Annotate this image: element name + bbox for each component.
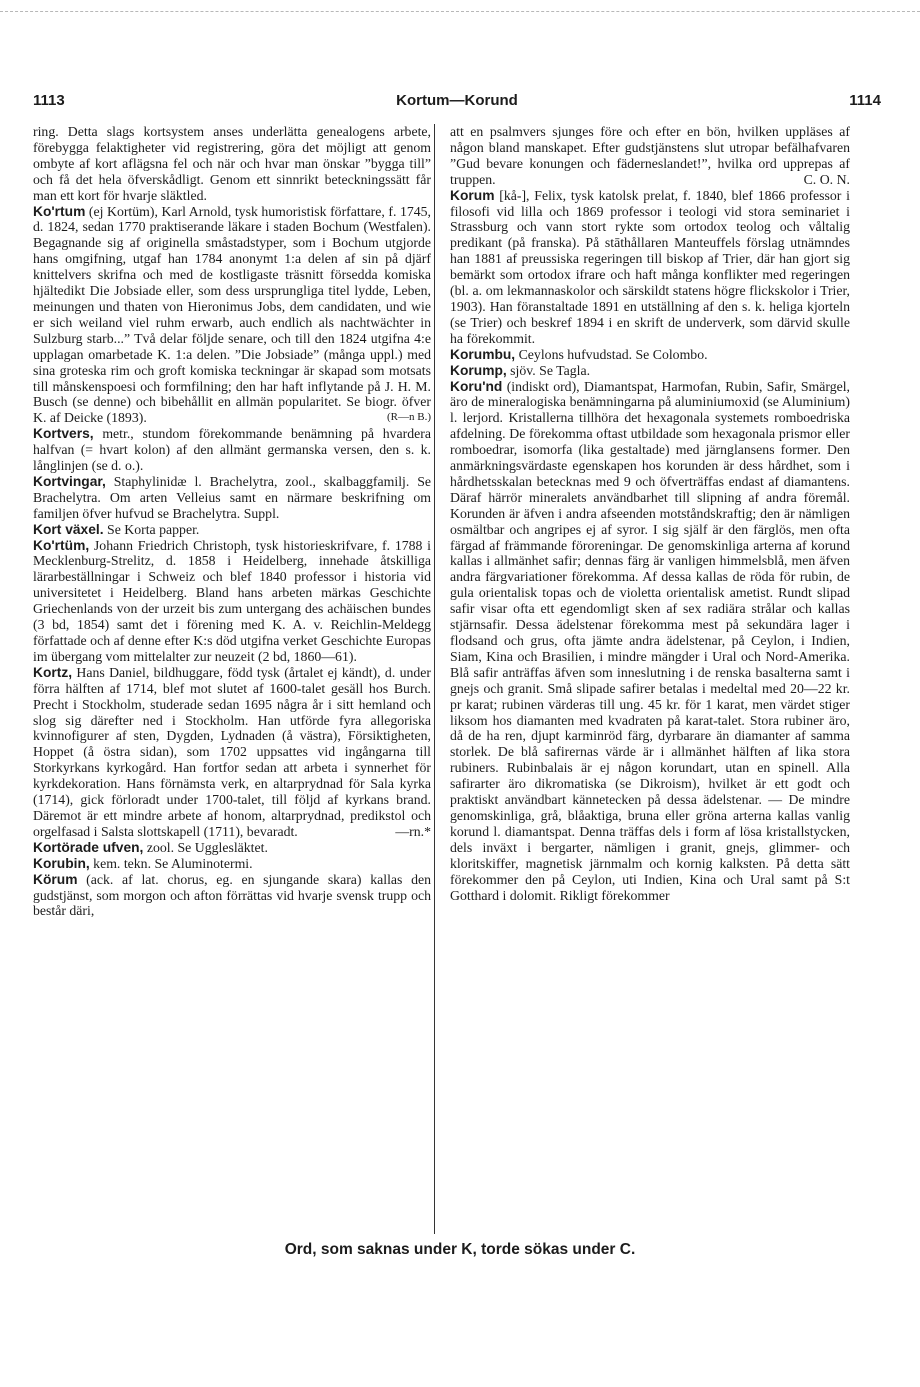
entry-text: Staphylinidæ l. Brachelytra, zool., skalbaggfamilj. Se Brachelytra. Om arten Velleius samt en närmare beskrifning om familjen öfver hufvud se Brachelytra. Suppl. xyxy=(33,473,432,521)
entry-kortvers xyxy=(33,426,431,474)
entry-text: att en psalmvers sjunges före och efter en bön, hvilken uppläses af någon bland manskapet. Efter gudstjänstens slut utropar befälhafvaren ”Gud bevare konungen och fäderneslandet!”, hvilka ord upprepas af truppen. xyxy=(450,124,850,187)
right-column xyxy=(450,124,850,903)
entry-headword: Körum xyxy=(33,871,78,887)
entry-korum-felix xyxy=(450,188,850,347)
entry-text: (indiskt ord), Diamantspat, Harmofan, Rubin, Safir, Smärgel, äro de mineralogiska benämningarna på aluminiumoxid (se Aluminium) l. lerjord. Kristallerna tillhöra det hexagonala systemets romboedriska afdelning. De förekomma oftast utbildade som hexagonala prismor eller romboedrar, isomorfa (lika gestaltade) med järnglansens former. Den anmärkningsvärdaste egenskapen hos korunden är dess hårdhet, som i hårdhetsskalan betecknas med 9 och öfverträffas endast af diamantens. Däraf härrör mineralets användbarhet till slipning af andra föremål. Korunden är äfven i andra afseenden motståndskraftig; den är nämligen osmältbar och angripes ej af syror. I sig själf är den färglös, men ofta färgad af främmande föroreningar. De genomskinliga arterna af korund kallas i allmänhet safir; dennas färg är vanligen himmelsblå, men äfven andra färgvariationer förekomma. Af dessa kallas de röda för rubin, de gula orientalisk topas och de violetta orientalisk ametist. Rundt slipad safir visar ofta ett egendomligt sken af sex radiära strålar och kallas stjärnsafir. Dessa ädelstenar förekomma mest på sekundära lager i flodsand och grus, ofta jämte andra ädelstenar, på Ceylon, i Indien, Siam, Kina och Brasilien, i mindre mängder i Ural och Nord-Amerika. Blå safir anträffas äfven som inneslutning i de renska basalterna samt i gnejs och granit. Små slipade safirer betalas i medeltal med 20—22 kr. pr karat; rubinen värderas till ung. 45 kr. för 1 karat, men värdet stiger liksom hos diamanten med kvadraten på karat-talet. Stora rubiner äro, då de ha ren, djupt karminröd färg, dyrbarare än diamanter af samma storlek. De blå safirernas värde är i allmänhet hälften af lika stora rubiners. Rubinbalais är ej någon korundart, utan en spinell. Alla safirarter äro dikromatiska (se Dikroism), hvilket är ett godt och praktiskt användbart kännetecken på dessa ädelstenar. — De mindre genomskinliga, grå, blåaktiga, bruna eller gröna arterna kallas vanlig korund l. diamantspat. Denna träffas dels i form af lösa kristallstycken, dels inväxt i bergarter, nämligen i granit, gnejs, glimmer- och kloritskiffer, magnetisk järnmalm och kornig kalksten. På detta sätt förekommer den på Ceylon, uti Indien, Kina och Ural samt på S:t Gotthard i dolomit. Rikligt förekommer xyxy=(450,378,850,903)
entry-text: Johann Friedrich Christoph, tysk historieskrifvare, f. 1788 i Mecklenburg-Strelitz, d. 1858 i Heidelberg, innehade åtskilliga lärarbeställningar i Schweiz och blef 1840 professor i historia vid universitetet i Heidelberg. Bland hans arbeten märkas Geschichte Griechenlands von der urzeit bis zum untergang des achäischen bundes (3 bd, 1854) samt det i förening med K. A. v. Reichlin-Meldegg författade och af denne efter K:s död utgifna verket Geschichte Europas im übergang vom mittelalter zur neuzeit (2 bd, 1860—61). xyxy=(33,537,431,664)
entry-korumbu xyxy=(450,347,850,363)
running-head: Kortum—Korund xyxy=(396,92,518,109)
entry-korubin xyxy=(33,856,431,872)
entry-headword: Koru'nd xyxy=(450,378,503,394)
entry-headword: Kortvers, xyxy=(33,426,94,442)
entry-headword: Kortörade ufven, xyxy=(33,839,144,855)
entry-kortvingar xyxy=(33,474,431,522)
entry-text: zool. Se Ugglesläktet. xyxy=(146,839,268,855)
entry-text: metr., stundom förekommande benämning på hvardera halfvan (= hvart kolon) af den allmänt germanska versen, den s. k. långlinjen (se d. o.). xyxy=(33,426,431,474)
entry-text: Hans Daniel, bildhuggare, född tysk (årtalet ej kändt), d. under förra hälften af 1714, blef mot slutet af 1600-talet gesäll hos Burch. Precht i Stockholm, studerade sedan 1695 några år i sitt hemland och slog sig därefter ned i Stockholm. Han utförde fyra allegoriska kvinnofigurer af sten, Dygden, Lydnaden (å västra), Försiktigheten, Hoppet (å östra sidan), som 1702 uppsattes vid ingångarna till Storkyrkans kyrkogård. Han fortfor sedan att arbeta i synnerhet för kyrkdekoration. Hans förnämsta verk, en altarprydnad för Sala kyrka (1714), gick förloradt under 1700-talet, till följd af kyrkans brand. Däremot är ett mindre arbete af honom, altarprydnad, predikstol och orgelfasad i Salsta slottskapell (1711), bevaradt. xyxy=(33,664,432,839)
entry-korum-choir xyxy=(33,872,431,920)
page-number-left: 1113 xyxy=(33,92,65,109)
top-rule xyxy=(0,11,920,12)
entry-headword: Ko'rtüm, xyxy=(33,537,90,553)
entry-headword: Korumbu, xyxy=(450,346,516,362)
entry-text: (ack. af lat. chorus, eg. en sjungande skara) kallas den gudstjänst, som morgon och afton förrättas vid hvarje svensk trupp och består däri, xyxy=(33,871,432,919)
entry-headword: Korum xyxy=(450,187,495,203)
page-number-right: 1114 xyxy=(849,92,881,109)
entry-text: [kå-], Felix, tysk katolsk prelat, f. 1840, blef 1866 professor i filosofi vid lilla och 1869 professor i teologi vid stora seminariet i Strassburg och vann stort rykte som ortodox teolog och våltalig predikant (på franska). På stāthållaren Manteuffels förslag utnämndes han 1881 af preussiska regeringen till biskop af Trier, där han gjort sig bemärkt som ortodox ifrare och haft många konflikter med regeringen (bl. a. om lekmannaskolor och särskildt statens högre flickskolor i Trier, 1903). Han föranstaltade 1891 en utställning af den s. k. heliga kjorteln (se Trier) och beskref 1894 i en skrift de underverk, som därvid skulle ha förekommit. xyxy=(450,187,851,346)
entry-headword: Kort växel. xyxy=(33,521,104,537)
entry-signature: —rn.* xyxy=(395,823,431,839)
entry-signature: (R—n B.) xyxy=(387,411,431,424)
entry-headword: Kortz, xyxy=(33,664,73,680)
entry-kortum xyxy=(33,204,431,427)
entry-kortorade-ufven xyxy=(33,840,431,856)
column-divider xyxy=(434,124,435,1234)
left-column xyxy=(33,124,431,919)
entry-kort-vaxel xyxy=(33,522,431,538)
entry-text: sjöv. Se Tagla. xyxy=(510,362,591,378)
entry-continued xyxy=(33,124,431,204)
entry-text: ring. Detta slags kortsystem anses underlätta genealogens arbete, förebygga felaktigheter vid registrering, göra det möjligt att genom ombyte af kort aflägsna fel och när och hvar man önskar ”bygga till” och få det hela öfverskådligt. Genom ett sinnrikt beteckningssätt får man ett kort för hvarje släktled. xyxy=(33,124,431,203)
entry-kortz xyxy=(33,665,431,840)
entry-text: (ej Kortüm), Karl Arnold, tysk humoristisk författare, f. 1745, d. 1824, sedan 1770 praktiserande läkare i staden Bochum (Westfalen). Begagnande sig af originella småstadstyper, som i Bochum utgjorde hans omgifning, utgaf han 1784 anonymt 1:a delen af sin på djärf knittelvers skrifna och med de kostligaste träsnitt försedda komiska hjältedikt Die Jobsiade eller, som dess ursprungliga titel lydde, Leben, meinungen und thaten von Hieronimus Jobs, dem candidaten, und wie er sich weiland viel ruhm erwarb, auch endlich als nachtwächter in Sulzburg starb...” Två delar följde senare, och till den 1824 utgifna 4:e upplagan omarbetade K. 1:a delen. ”Die Jobsiade” (många uppl.) med sina groteska rim och groft komiska teckningar är skapad som motsats till månskenspoesi och formfilning; den har haft inflytande på J. H. M. Busch (se denne) och bibehållit en allmän popularitet. Se biogr. öfver K. af Deicke (1893). xyxy=(33,203,432,426)
entry-headword: Korubin, xyxy=(33,855,90,871)
footer-note: Ord, som saknas under K, torde sökas under C. xyxy=(284,1241,636,1258)
entry-headword: Korump, xyxy=(450,362,507,378)
entry-headword: Ko'rtum xyxy=(33,203,86,219)
entry-headword: Kortvingar, xyxy=(33,473,106,489)
page-header xyxy=(33,92,881,112)
entry-kortum-johann xyxy=(33,538,431,665)
entry-text: Se Korta papper. xyxy=(107,521,200,537)
entry-korump xyxy=(450,363,850,379)
entry-signature: C. O. N. xyxy=(803,171,850,187)
entry-text: kem. tekn. Se Aluminotermi. xyxy=(93,855,253,871)
entry-text: Ceylons hufvudstad. Se Colombo. xyxy=(518,346,708,362)
entry-continued xyxy=(450,124,850,188)
entry-korund xyxy=(450,379,850,904)
